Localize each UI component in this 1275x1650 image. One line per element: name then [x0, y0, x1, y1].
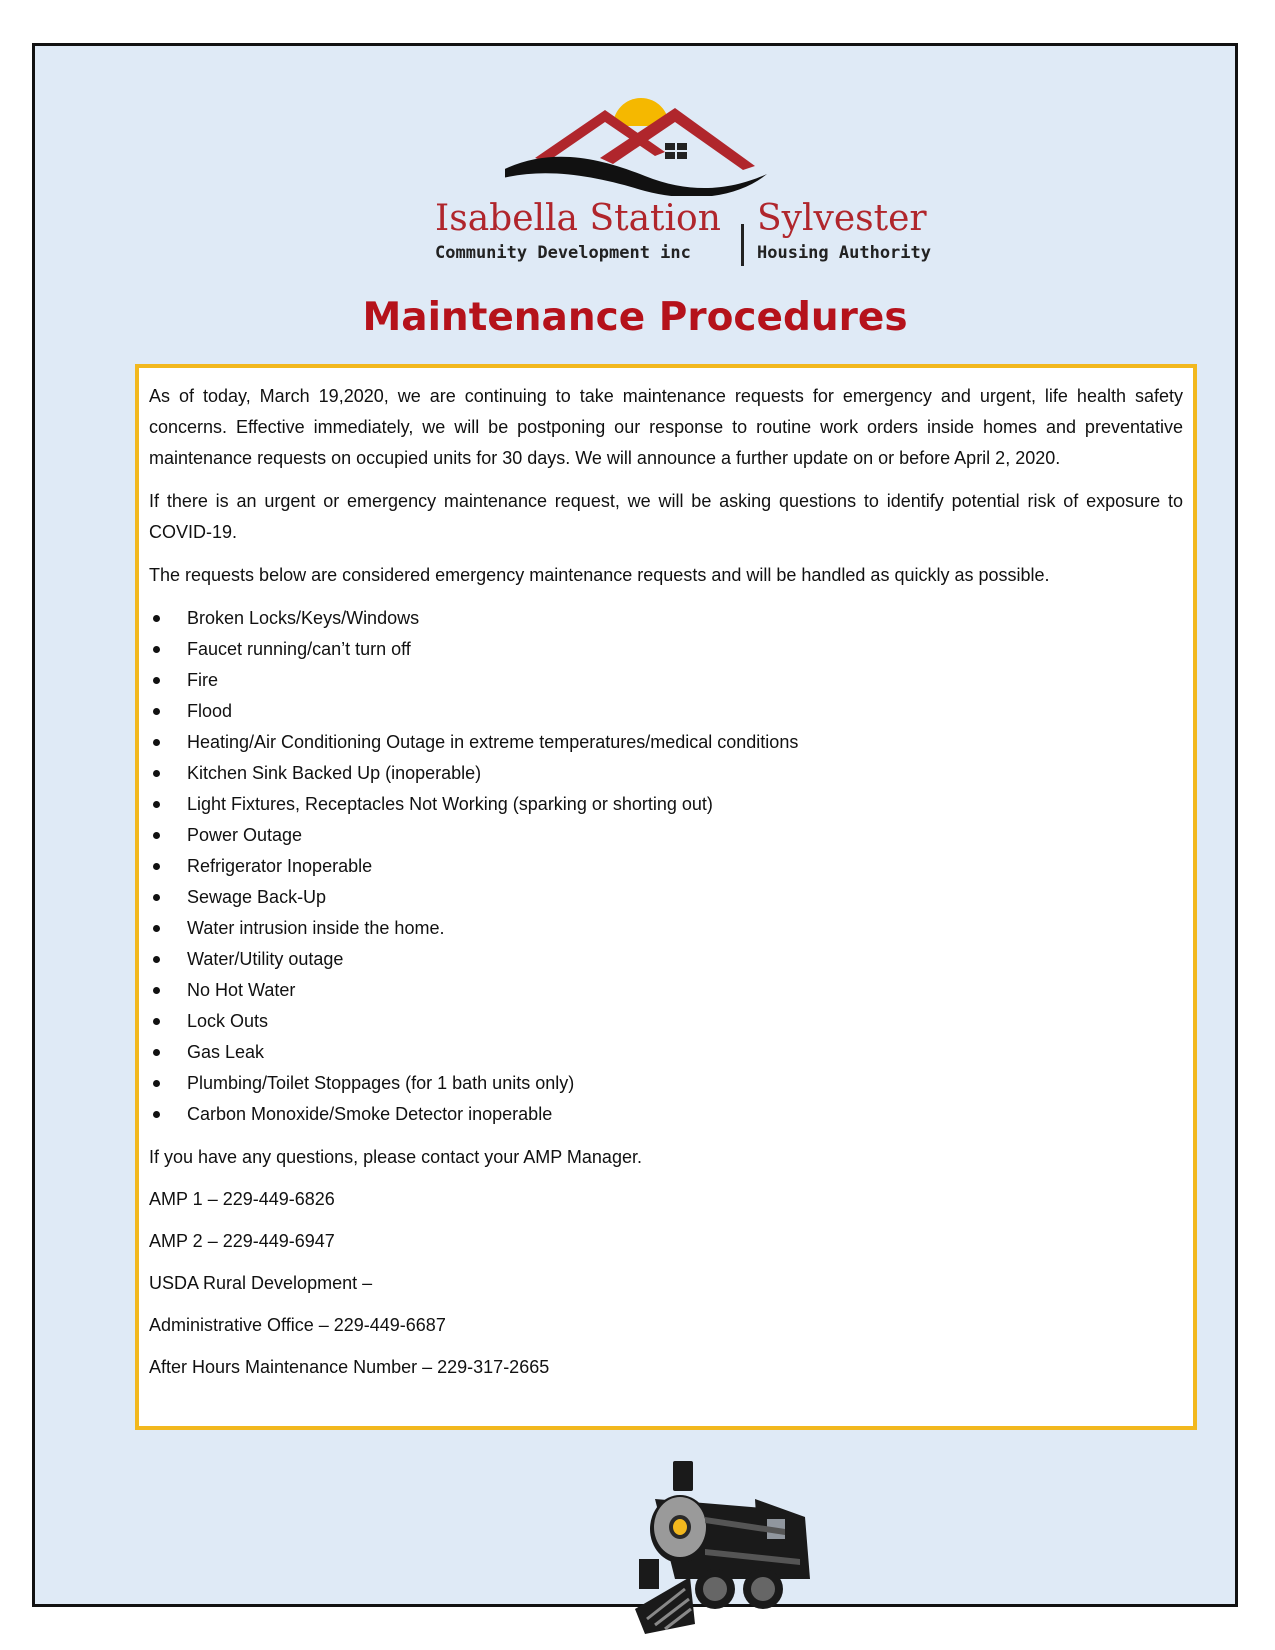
list-item: Lock Outs — [149, 1006, 1183, 1037]
list-item: Light Fixtures, Receptacles Not Working (sparking or shorting out) — [149, 789, 1183, 820]
list-item: Heating/Air Conditioning Outage in extreme temperatures/medical conditions — [149, 727, 1183, 758]
bullet-icon — [153, 987, 160, 994]
emergency-request-list — [149, 603, 1183, 1130]
list-item: Water/Utility outage — [149, 944, 1183, 975]
bullet-icon — [153, 677, 160, 684]
bullet-icon — [153, 770, 160, 777]
logo-right-subtitle: Housing Authority — [757, 243, 931, 263]
amp2-contact: AMP 2 – 229-449-6947 — [149, 1231, 335, 1251]
bullet-icon — [153, 863, 160, 870]
logo-left-subtitle: Community Development inc — [435, 243, 691, 263]
list-item: Water intrusion inside the home. — [149, 913, 1183, 944]
covid-paragraph: If there is an urgent or emergency maintenance request, we will be asking questions to identify potential risk of exposure to COVID-19. — [149, 491, 1183, 542]
bullet-icon — [153, 1080, 160, 1087]
house-logo-icon — [505, 96, 795, 196]
bullet-icon — [153, 739, 160, 746]
amp1-contact: AMP 1 – 229-449-6826 — [149, 1189, 335, 1209]
list-item: Plumbing/Toilet Stoppages (for 1 bath units only) — [149, 1068, 1183, 1099]
logo-right-name: Sylvester — [757, 198, 927, 239]
logo-divider — [741, 224, 744, 266]
bullet-icon — [153, 708, 160, 715]
list-item: Flood — [149, 696, 1183, 727]
bullet-icon — [153, 894, 160, 901]
bullet-icon — [153, 1049, 160, 1056]
train-icon — [635, 1459, 829, 1637]
list-item: Fire — [149, 665, 1183, 696]
list-item: No Hot Water — [149, 975, 1183, 1006]
list-item: Refrigerator Inoperable — [149, 851, 1183, 882]
after-hours-contact: After Hours Maintenance Number – 229-317-2665 — [149, 1357, 550, 1377]
intro-paragraph: As of today, March 19,2020, we are continuing to take maintenance requests for emergency and urgent, life health safety concerns. Effective immediately, we will be postponing our response to routine work orders inside homes and preventative maintenance requests on occupied units for 30 days. We will announce a further update on or before April 2, 2020. — [149, 386, 1183, 468]
list-intro-paragraph: The requests below are considered emergency maintenance requests and will be handled as quickly as possible. — [149, 565, 1050, 585]
bullet-icon — [153, 956, 160, 963]
page-frame — [32, 43, 1238, 1607]
logo-left-name: Isabella Station — [435, 198, 721, 239]
bullet-icon — [153, 925, 160, 932]
list-item: Broken Locks/Keys/Windows — [149, 603, 1183, 634]
list-item: Gas Leak — [149, 1037, 1183, 1068]
list-item: Faucet running/can’t turn off — [149, 634, 1183, 665]
bullet-icon — [153, 1111, 160, 1118]
page-title: Maintenance Procedures — [362, 295, 908, 340]
list-item: Sewage Back-Up — [149, 882, 1183, 913]
bullet-icon — [153, 646, 160, 653]
procedures-box — [135, 364, 1197, 1430]
usda-contact: USDA Rural Development – — [149, 1273, 373, 1293]
organization-logo — [435, 96, 965, 286]
list-item: Kitchen Sink Backed Up (inoperable) — [149, 758, 1183, 789]
bullet-icon — [153, 801, 160, 808]
list-item: Carbon Monoxide/Smoke Detector inoperable — [149, 1099, 1183, 1130]
questions-text: If you have any questions, please contact your AMP Manager. — [149, 1147, 642, 1167]
bullet-icon — [153, 832, 160, 839]
bullet-icon — [153, 1018, 160, 1025]
list-item: Power Outage — [149, 820, 1183, 851]
admin-office-contact: Administrative Office – 229-449-6687 — [149, 1315, 446, 1335]
bullet-icon — [153, 615, 160, 622]
